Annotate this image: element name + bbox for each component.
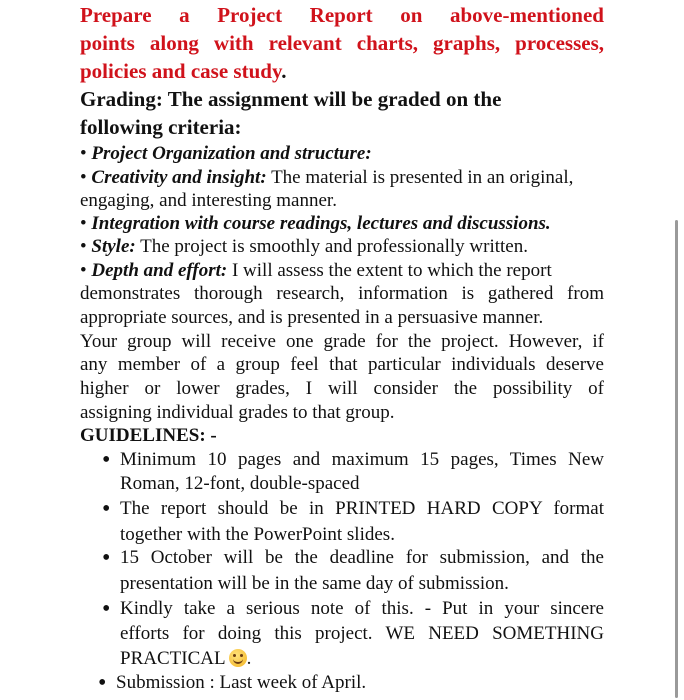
guideline-3-line-2: presentation will be in the same day of submission. — [120, 573, 509, 594]
paragraph-line-4: assigning individual grades to that group. — [80, 402, 395, 423]
grading-heading-2: following criteria: — [80, 115, 242, 139]
guideline-1-line-1: Minimum 10 pages and maximum 15 pages, Times New — [120, 449, 604, 470]
bullet: • — [80, 167, 87, 188]
guideline-4-line-3 — [120, 647, 251, 671]
guideline-4-line-1: Kindly take a serious note of this. - Put in your sincere — [120, 598, 604, 619]
criterion-label: Style: — [91, 236, 136, 257]
grading-heading-1: Grading: The assignment will be graded on the — [80, 87, 502, 111]
guideline-4-period: . — [246, 648, 252, 669]
criterion-depth-line-3: appropriate sources, and is presented in a persuasive manner. — [80, 307, 544, 328]
intro-period: . — [281, 59, 287, 83]
paragraph-line-2: any member of a group feel that particular individuals deserve — [80, 354, 604, 375]
criterion-creativity — [80, 166, 573, 190]
paragraph-line-3: higher or lower grades, I will consider the possibility of — [80, 378, 604, 399]
criterion-integration — [80, 212, 551, 236]
paragraph-line-1: Your group will receive one grade for the project. However, if — [80, 331, 604, 352]
bullet: • — [102, 447, 111, 473]
guidelines-heading: GUIDELINES: - — [80, 425, 217, 446]
intro-line-3 — [80, 58, 287, 84]
criterion-style — [80, 235, 528, 259]
criterion-text: The material is presented in an original, — [266, 167, 574, 188]
criterion-label: Depth and effort: — [91, 260, 228, 281]
guideline-3-line-1: 15 October will be the deadline for submission, and the — [120, 547, 604, 568]
criterion-label: Integration with course readings, lectures and discussions. — [91, 213, 551, 234]
guideline-2-line-1: The report should be in PRINTED HARD COPY format — [120, 498, 604, 519]
guideline-4-line-2: efforts for doing this project. WE NEED SOMETHING — [120, 623, 604, 644]
bullet: • — [98, 670, 107, 696]
bullet: • — [80, 143, 87, 164]
guideline-1-line-2: Roman, 12-font, double-spaced — [120, 473, 360, 494]
criterion-text: I will assess the extent to which the report — [227, 260, 552, 281]
criterion-label: Creativity and insight: — [91, 167, 267, 188]
guideline-5: Submission : Last week of April. — [116, 672, 367, 693]
criterion-depth — [80, 259, 552, 283]
smiling-face-icon — [229, 649, 247, 667]
intro-line-1: Prepare a Project Report on above-mentioned — [80, 3, 604, 27]
intro-line-2: points along with relevant charts, graphs, processes, — [80, 31, 604, 55]
criterion-creativity-cont: engaging, and interesting manner. — [80, 190, 337, 211]
scrollbar[interactable] — [675, 220, 678, 698]
criterion-depth-line-2: demonstrates thorough research, information is gathered from — [80, 283, 604, 304]
bullet: • — [102, 596, 111, 622]
criterion-text: The project is smoothly and professionally written. — [135, 236, 528, 257]
bullet: • — [102, 545, 111, 571]
intro-line-3-text: policies and case study — [80, 59, 282, 83]
criterion-organization — [80, 142, 372, 166]
criterion-label: Project Organization and structure: — [91, 143, 372, 164]
guideline-2-line-2: together with the PowerPoint slides. — [120, 524, 395, 545]
guideline-4-text: PRACTICAL — [120, 648, 226, 669]
bullet: • — [102, 496, 111, 522]
bullet: • — [80, 260, 87, 281]
bullet: • — [80, 213, 87, 234]
bullet: • — [80, 236, 87, 257]
